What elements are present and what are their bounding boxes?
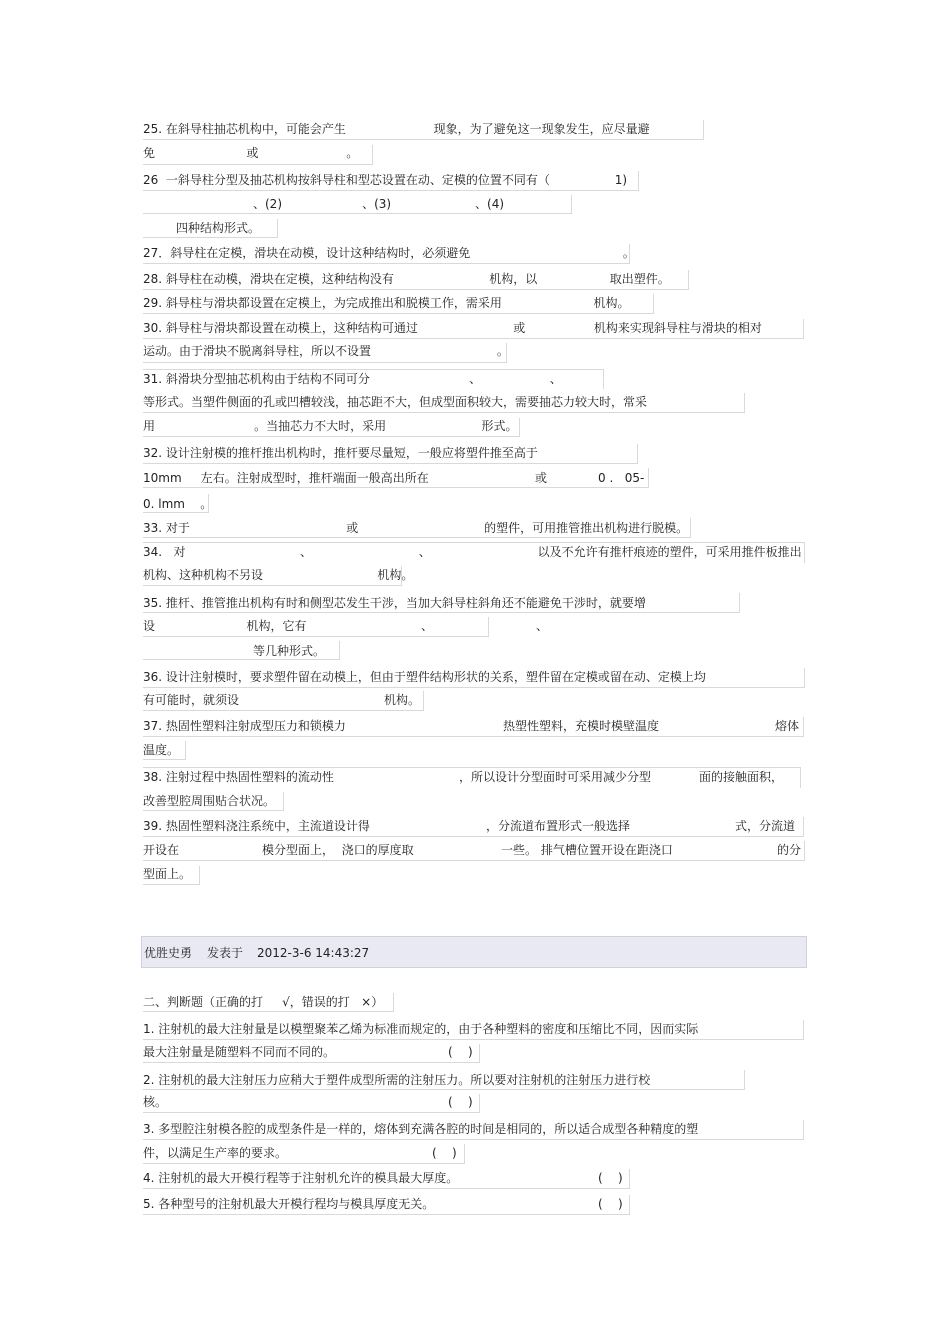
q34-line1: 34. 对 、 、 以及不允许有推杆痕迹的塑件，可采用推件板推出 bbox=[143, 545, 802, 559]
q39-line2a: 开设在 bbox=[143, 843, 180, 857]
field-box bbox=[143, 1094, 480, 1113]
q37-line1b: 热塑性塑料，充模时模壁温度 bbox=[503, 719, 660, 733]
q34-line2: 机构、这种机构不另设 机构。 bbox=[143, 568, 414, 582]
post-label: 发表于 bbox=[207, 946, 244, 960]
q26-line3: 四种结构形式。 bbox=[176, 221, 261, 235]
q27-line1: 27．斜导柱在定模，滑块在动模，设计这种结构时，必须避免 。 bbox=[143, 246, 635, 260]
q35-line1: 35. 推杆、推管推出机构有时和侧型芯发生干涉，当加大斜导柱斜角还不能避免干涉时，就要增 bbox=[143, 596, 646, 610]
q38-line1c: 面的接触面积， bbox=[699, 770, 784, 784]
judge4-answer-mark: ( ) bbox=[598, 1171, 623, 1185]
post-datetime: 2012-3-6 14:43:27 bbox=[257, 946, 370, 960]
q28-line1: 28. 斜导柱在动模，滑块在定模，这种结构没有 机构，以 取出塑件。 bbox=[143, 272, 670, 286]
q38-line1b: ，所以设计分型面时可采用减少分型 bbox=[459, 770, 652, 784]
judge2-line1: 2. 注射机的最大注射压力应稍大于塑件成型所需的注射压力。所以要对注射机的注射压力进行校 bbox=[143, 1073, 651, 1087]
q39-line3: 型面上。 bbox=[143, 867, 192, 881]
q37-line1c: 熔体 bbox=[775, 719, 800, 733]
q39-line2b: 模分型面上， 浇口的厚度取 bbox=[262, 843, 414, 857]
judge3-line1: 3. 多型腔注射模各腔的成型条件是一样的，熔体到充满各腔的时间是相同的，所以适合成型各种精度的塑 bbox=[143, 1122, 699, 1136]
judge2-line2: 核。 bbox=[143, 1095, 168, 1109]
q25-line1: 25. 在斜导柱抽芯机构中，可能会产生 现象，为了避免这一现象发生，应尽量避 bbox=[143, 122, 650, 136]
judge5-line1: 5. 各种型号的注射机最大开模行程均与模具厚度无关。 bbox=[143, 1197, 435, 1211]
q39-line2c: 一些。 排气槽位置开设在距浇口 bbox=[501, 843, 673, 857]
judge1-line1: 1. 注射机的最大注射量是以模塑聚苯乙烯为标准而规定的，由于各种塑料的密度和压缩比不同，因而实际 bbox=[143, 1022, 699, 1036]
judge3-line2: 件，以满足生产率的要求。 bbox=[143, 1146, 288, 1160]
q30-line2: 运动。由于滑块不脱离斜导柱，所以不设置 。 bbox=[143, 344, 509, 358]
q31-line3: 用 。当抽芯力不大时，采用 形式。 bbox=[143, 419, 518, 433]
judge4-line1: 4. 注射机的最大开模行程等于注射机允许的模具最大厚度。 bbox=[143, 1171, 459, 1185]
section2-heading: 二、判断题（正确的打 √，错误的打 ×） bbox=[143, 995, 384, 1009]
field-box bbox=[143, 841, 805, 861]
q35-line2: 设 机构，它有 、 、 bbox=[143, 619, 548, 633]
q32-line2c: 0 . 05- bbox=[598, 471, 645, 485]
q37-line1a: 37. 热固性塑料注射成型压力和锁模力 bbox=[143, 719, 346, 733]
q35-line3: 等几种形式。 bbox=[253, 644, 326, 658]
q26-line1: 26 一斜导柱分型及抽芯机构按斜导柱和型芯设置在动、定模的位置不同有（ 1) bbox=[143, 173, 628, 187]
q31-line1: 31. 斜滑块分型抽芯机构由于结构不同可分 、 、 bbox=[143, 372, 562, 386]
q38-line2: 改善型腔周围贴合状况。 bbox=[143, 794, 276, 808]
q33-line1: 33. 对于 或 的塑件，可用推管推出机构进行脱模。 bbox=[143, 521, 689, 535]
q32-line2a: 10mm 左右。注射成型时，推杆端面一般高出所在 bbox=[143, 471, 429, 485]
q25-line2: 免 或 。 bbox=[143, 146, 359, 160]
q36-line1: 36. 设计注射模时，要求塑件留在动模上，但由于塑件结构形状的关系，塑件留在定模或留在动、定模上均 bbox=[143, 670, 706, 684]
q36-line2: 有可能时，就须设 机构。 bbox=[143, 693, 420, 707]
q30-line1: 30. 斜导柱与滑块都设置在动模上，这种结构可通过 或 机构来实现斜导柱与滑块的相对 bbox=[143, 321, 762, 335]
judge1-line2: 最大注射量是随塑料不同而不同的。 bbox=[143, 1045, 336, 1059]
q29-line1: 29. 斜导柱与滑块都设置在定模上，为完成推出和脱模工作，需采用 机构。 bbox=[143, 296, 630, 310]
judge5-answer-mark: ( ) bbox=[598, 1197, 623, 1211]
q39-line1b: ，分流道布置形式一般选择 bbox=[486, 819, 631, 833]
post-header-bar bbox=[141, 936, 807, 968]
q38-line1a: 38. 注射过程中热固性塑料的流动性 bbox=[143, 770, 334, 784]
q31-line2: 等形式。当塑件侧面的孔或凹槽较浅，抽芯距不大，但成型面积较大，需要抽芯力较大时，常采 bbox=[143, 395, 648, 409]
q32-line3: 0. lmm 。 bbox=[143, 497, 213, 511]
judge3-answer-mark: ( ) bbox=[432, 1146, 457, 1160]
q26-line2: 、(2) 、(3) 、(4) bbox=[253, 197, 505, 211]
judge2-answer-mark: ( ) bbox=[448, 1095, 473, 1109]
q32-line1: 32. 设计注射模的推杆推出机构时，推杆要尽量短，一般应将塑件推至高于 bbox=[143, 446, 538, 460]
q37-line2: 温度。 bbox=[143, 743, 180, 757]
q39-line1a: 39. 热固性塑料浇注系统中，主流道设计得 bbox=[143, 819, 370, 833]
q39-line1c: 式，分流道 bbox=[735, 819, 796, 833]
judge1-answer-mark: ( ) bbox=[448, 1045, 473, 1059]
q32-line2b: 或 bbox=[535, 471, 548, 485]
q39-line2d: 的分 bbox=[777, 843, 802, 857]
post-author[interactable]: 优胜史勇 bbox=[144, 946, 193, 960]
